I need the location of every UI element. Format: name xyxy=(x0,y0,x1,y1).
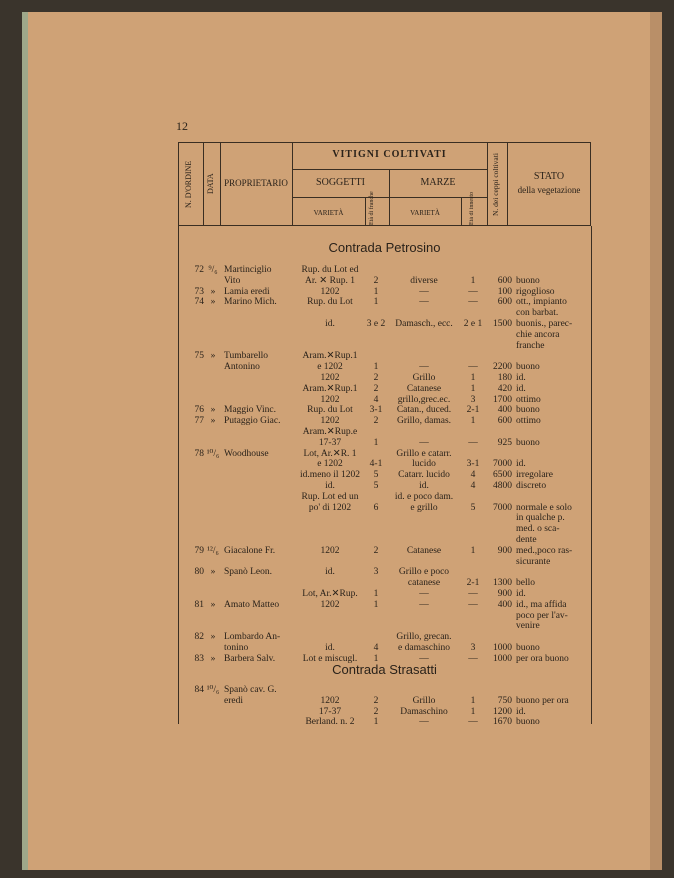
cell-sv: Lot e miscugl. xyxy=(302,653,358,664)
cell-d: ¹⁰/₆ xyxy=(206,448,220,459)
cell-c: 2200 xyxy=(493,362,512,373)
cell-c: 600 xyxy=(497,275,512,286)
cell-mv: — xyxy=(419,286,429,297)
cell-mv: Grillo xyxy=(412,695,436,706)
cell-mv: e damaschino xyxy=(398,643,450,653)
cell-sf: 1 xyxy=(373,437,379,448)
cell-mv: Catanese xyxy=(406,545,442,556)
cell-sv: Rup. du Lot xyxy=(307,297,353,308)
cell-s: bello xyxy=(516,578,535,589)
cell-sf: 2 xyxy=(373,416,379,427)
cell-mv: catanese xyxy=(407,578,441,589)
cell-mv: — xyxy=(419,653,429,664)
cell-mv: Grillo e poco xyxy=(398,567,450,578)
cell-s: ott., impianto xyxy=(516,297,567,308)
cell-sf: 2 xyxy=(373,383,379,394)
cell-mm: 4 xyxy=(470,470,476,481)
cell-sv: Berland. n. 2 xyxy=(305,717,355,728)
cell-sf: 2 xyxy=(373,706,379,717)
cell-mm: 1 xyxy=(470,416,476,427)
cell-s: buono per ora xyxy=(516,695,569,706)
header-stato: STATO xyxy=(533,171,565,182)
header-stato-sub: della vegetazione xyxy=(517,185,581,195)
cell-mv: Catan., duced. xyxy=(396,405,452,416)
cell-c: 1700 xyxy=(493,394,512,405)
cell-sf: 1 xyxy=(373,297,379,308)
cell-c: 420 xyxy=(497,383,512,394)
cell-s: poco per l'av- xyxy=(516,610,568,621)
cell-p: Giacalone Fr. xyxy=(224,545,276,556)
cell-sf: 2 xyxy=(373,695,379,706)
cell-mm: 1 xyxy=(470,383,476,394)
cell-mv: e grillo xyxy=(410,502,438,513)
header-varieta-soggetti: VARIETÀ xyxy=(313,209,344,217)
cell-s: dente xyxy=(516,535,537,545)
header-eta-franche: Età di franche xyxy=(369,191,375,225)
cell-c: 4800 xyxy=(493,481,512,491)
cell-mm: 2-1 xyxy=(466,405,480,416)
cell-s: id. xyxy=(516,706,526,717)
cell-sf: 1 xyxy=(373,362,379,373)
header-n-ordine: N. D'ORDINE xyxy=(184,160,193,208)
cell-s: con barbat. xyxy=(516,308,559,319)
cell-sf: 1 xyxy=(373,653,379,664)
cell-mv: Damaschino xyxy=(400,706,448,717)
cell-mv: — xyxy=(419,599,429,610)
cell-p: Vito xyxy=(224,275,241,286)
cell-mm: — xyxy=(468,589,478,599)
cell-sf: 4 xyxy=(373,394,379,405)
cell-n: 73 xyxy=(194,286,204,297)
cell-sf: 1 xyxy=(373,599,379,610)
cell-p: Amato Matteo xyxy=(224,599,280,610)
header-varieta-marze: VARIETÀ xyxy=(410,209,440,217)
cell-sv: Rup. du Lot ed xyxy=(301,265,359,275)
cell-sf: 3 xyxy=(373,567,379,578)
cell-s: irregolare xyxy=(516,470,553,481)
cell-d: » xyxy=(210,416,216,427)
cell-c: 100 xyxy=(497,286,512,297)
cell-mm: — xyxy=(468,653,478,664)
cell-n: 79 xyxy=(194,545,204,556)
cell-mm: — xyxy=(468,286,478,297)
cell-s: buono xyxy=(516,405,540,416)
cell-sv: 1202 xyxy=(320,373,340,383)
cell-sv: id. xyxy=(325,319,335,329)
cell-s: chie ancora xyxy=(516,329,560,340)
cell-mv: id. e poco dam. xyxy=(394,491,454,502)
cell-sv: id. xyxy=(325,567,335,578)
cell-s: normale e solo xyxy=(516,502,572,513)
cell-p: Lombardo An- xyxy=(224,632,281,643)
cell-c: 1300 xyxy=(493,578,512,589)
cell-s: rigoglioso xyxy=(516,286,555,297)
cell-mv: Catanese xyxy=(406,383,442,394)
page-number: 12 xyxy=(176,119,188,133)
cell-d: » xyxy=(210,599,216,610)
cell-n: 78 xyxy=(194,448,204,459)
cell-sv: 1202 xyxy=(320,599,340,610)
cell-n: 72 xyxy=(194,265,204,275)
cell-c: 1200 xyxy=(493,706,512,717)
table-header xyxy=(178,142,591,226)
cell-sf: 1 xyxy=(373,589,379,599)
cell-p: Martinciglio xyxy=(224,265,272,275)
cell-n: 77 xyxy=(194,416,204,427)
cell-sv: 1202 xyxy=(320,545,340,556)
cell-p: Putaggio Giac. xyxy=(224,416,281,427)
cell-s: id. xyxy=(516,589,526,599)
cell-sf: 4-1 xyxy=(369,459,383,470)
cell-sf: 1 xyxy=(373,286,379,297)
cell-d: » xyxy=(210,351,216,362)
cell-sv: Rup. Lot ed un xyxy=(301,491,359,502)
header-vitigni: VITIGNI COLTIVATI xyxy=(332,149,447,160)
cell-mm: — xyxy=(468,362,478,373)
cell-n: 83 xyxy=(194,653,204,664)
cell-s: buonis., parec- xyxy=(516,319,573,329)
cell-mv: — xyxy=(419,717,429,728)
cell-p: Barbera Salv. xyxy=(224,653,276,664)
cell-s: ottimo xyxy=(516,394,541,405)
cell-d: » xyxy=(210,632,216,643)
cell-n: 74 xyxy=(194,297,204,308)
cell-mm: 1 xyxy=(470,275,476,286)
cell-s: per ora buono xyxy=(516,653,569,664)
cell-sf: 6 xyxy=(373,502,379,513)
cell-s: venire xyxy=(516,621,540,632)
cell-sf: 5 xyxy=(373,481,379,491)
cell-mm: 3 xyxy=(470,643,476,653)
cell-s: sicurante xyxy=(516,556,551,567)
cell-sv: 17-37 xyxy=(318,706,342,717)
cell-mm: — xyxy=(468,297,478,308)
cell-mm: 1 xyxy=(470,695,476,706)
cell-mm: 3-1 xyxy=(466,459,480,470)
cell-sv: 1202 xyxy=(320,695,340,706)
cell-s: buono xyxy=(516,362,540,373)
cell-p: Woodhouse xyxy=(224,448,269,459)
header-data: DATA xyxy=(206,173,215,195)
page-edge xyxy=(650,12,662,870)
cell-n: 82 xyxy=(194,632,204,643)
cell-n: 80 xyxy=(194,567,204,578)
cell-mv: — xyxy=(419,589,429,599)
cell-sf: 2 xyxy=(373,373,379,383)
cell-sv: Lot, Ar.✕R. 1 xyxy=(303,448,357,459)
cell-mv: lucido xyxy=(412,459,436,470)
cell-s: id. xyxy=(516,373,526,383)
cell-c: 600 xyxy=(497,297,512,308)
cell-mm: 1 xyxy=(470,545,476,556)
cell-p: eredi xyxy=(224,695,243,706)
cell-c: 925 xyxy=(497,437,512,448)
cell-sv: e 1202 xyxy=(317,362,343,373)
cell-sf: 3 e 2 xyxy=(366,319,386,329)
cell-s: id. xyxy=(516,459,526,470)
cell-mm: 4 xyxy=(470,481,476,491)
cell-s: ottimo xyxy=(516,416,541,427)
cell-d: ¹²/₆ xyxy=(207,545,219,556)
cell-c: 7000 xyxy=(493,502,512,513)
cell-mv: id. xyxy=(419,481,429,491)
cell-mv: Grillo, damas. xyxy=(396,416,452,427)
header-marze: MARZE xyxy=(420,177,456,188)
cell-sv: 17-37 xyxy=(318,437,342,448)
cell-sv: Rup. du Lot xyxy=(307,405,353,416)
cell-mm: 2 e 1 xyxy=(463,319,483,329)
cell-d: » xyxy=(210,567,216,578)
cell-sf: 1 xyxy=(373,717,379,728)
cell-c: 1670 xyxy=(493,717,512,728)
header-soggetti: SOGGETTI xyxy=(316,177,365,188)
cell-mm: 1 xyxy=(470,706,476,717)
cell-sv: id.meno il 1202 xyxy=(300,470,360,481)
cell-d: » xyxy=(210,297,216,308)
section-title: Contrada Strasatti xyxy=(332,662,437,677)
header-proprietario: PROPRIETARIO xyxy=(224,178,288,188)
cell-mv: Catarr. lucido xyxy=(398,470,450,481)
cell-sf: 3-1 xyxy=(369,405,383,416)
cell-sf: 4 xyxy=(373,643,379,653)
cell-p: Lamia eredi xyxy=(224,286,270,297)
cell-d: » xyxy=(210,653,216,664)
cell-sv: 1202 xyxy=(320,394,340,405)
cell-c: 1500 xyxy=(493,319,512,329)
cell-c: 750 xyxy=(497,695,512,706)
cell-n: 76 xyxy=(194,405,204,416)
cell-n: 81 xyxy=(194,599,204,610)
cell-s: buono xyxy=(516,643,540,653)
cell-d: » xyxy=(210,286,216,297)
cell-p: Maggio Vinc. xyxy=(224,405,277,416)
table-row xyxy=(178,653,591,665)
cell-sv: Aram.✕Rup.1 xyxy=(302,383,358,394)
header-eta-innesto: Età di innesto xyxy=(469,192,475,225)
cell-s: franche xyxy=(516,340,545,351)
cell-p: Spanò cav. G. xyxy=(224,685,277,695)
cell-mv: diverse xyxy=(410,275,438,286)
cell-sv: e 1202 xyxy=(317,459,343,470)
cell-s: discreto xyxy=(516,481,547,491)
table-row xyxy=(178,716,591,728)
cell-c: 1000 xyxy=(493,653,512,664)
cell-d: ⁹/₆ xyxy=(208,265,218,275)
cell-p: tonino xyxy=(224,643,249,653)
cell-p: Spanò Leon. xyxy=(224,567,273,578)
cell-sv: 1202 xyxy=(320,286,340,297)
cell-mv: Grillo e catarr. xyxy=(396,448,452,459)
cell-sf: 5 xyxy=(373,470,379,481)
cell-c: 1000 xyxy=(493,643,512,653)
cell-s: buono xyxy=(516,717,540,728)
cell-sv: Aram.✕Rup.e xyxy=(302,427,358,437)
cell-mm: 1 xyxy=(470,373,476,383)
cell-n: 84 xyxy=(194,685,204,695)
cell-s: buono xyxy=(516,275,540,286)
cell-mm: — xyxy=(468,717,478,728)
cell-p: Antonino xyxy=(224,362,260,373)
cell-c: 400 xyxy=(497,599,512,610)
cell-c: 600 xyxy=(497,416,512,427)
cell-sv: Aram.✕Rup.1 xyxy=(302,351,358,362)
cell-mv: — xyxy=(419,297,429,308)
cell-n: 75 xyxy=(194,351,204,362)
cell-d: ¹⁰/₆ xyxy=(206,685,220,695)
section-title: Contrada Petrosino xyxy=(328,240,441,255)
cell-sv: Ar. ✕ Rup. 1 xyxy=(305,275,355,286)
cell-mv: Grillo xyxy=(412,373,436,383)
cell-s: med.,poco ras- xyxy=(516,545,573,556)
cell-mm: 2-1 xyxy=(466,578,480,589)
cell-c: 180 xyxy=(497,373,512,383)
cell-sv: Lot, Ar.✕Rup. xyxy=(302,589,358,599)
cell-c: 900 xyxy=(497,589,512,599)
cell-sv: po' di 1202 xyxy=(308,502,352,513)
cell-s: id. xyxy=(516,383,526,394)
cell-c: 6500 xyxy=(493,470,512,481)
header-ceppi: N. dei ceppi coltivati xyxy=(491,153,500,217)
cell-mv: grillo,grec.ec. xyxy=(397,394,451,405)
cell-sv: id. xyxy=(325,643,335,653)
cell-mm: 5 xyxy=(470,502,476,513)
cell-mv: — xyxy=(419,362,429,373)
cell-mm: 3 xyxy=(470,394,476,405)
cell-mm: — xyxy=(468,599,478,610)
cell-c: 900 xyxy=(497,545,512,556)
cell-c: 400 xyxy=(497,405,512,416)
cell-p: Tumbarello xyxy=(224,351,268,362)
cell-s: med. o sca- xyxy=(516,524,560,535)
cell-mv: — xyxy=(419,437,429,448)
cell-s: buono xyxy=(516,437,540,448)
cell-c: 7000 xyxy=(493,459,512,470)
cell-s: in qualche p. xyxy=(516,513,565,524)
cell-sv: 1202 xyxy=(320,416,340,427)
cell-p: Marino Mich. xyxy=(224,297,277,308)
cell-mv: Grillo, grecan. xyxy=(396,632,452,643)
cell-mm: — xyxy=(468,437,478,448)
cell-d: » xyxy=(210,405,216,416)
cell-sf: 2 xyxy=(373,275,379,286)
cell-mv: Damasch., ecc. xyxy=(395,319,453,329)
cell-sv: id. xyxy=(325,481,335,491)
cell-s: id., ma affida xyxy=(516,599,567,610)
cell-sf: 2 xyxy=(373,545,379,556)
